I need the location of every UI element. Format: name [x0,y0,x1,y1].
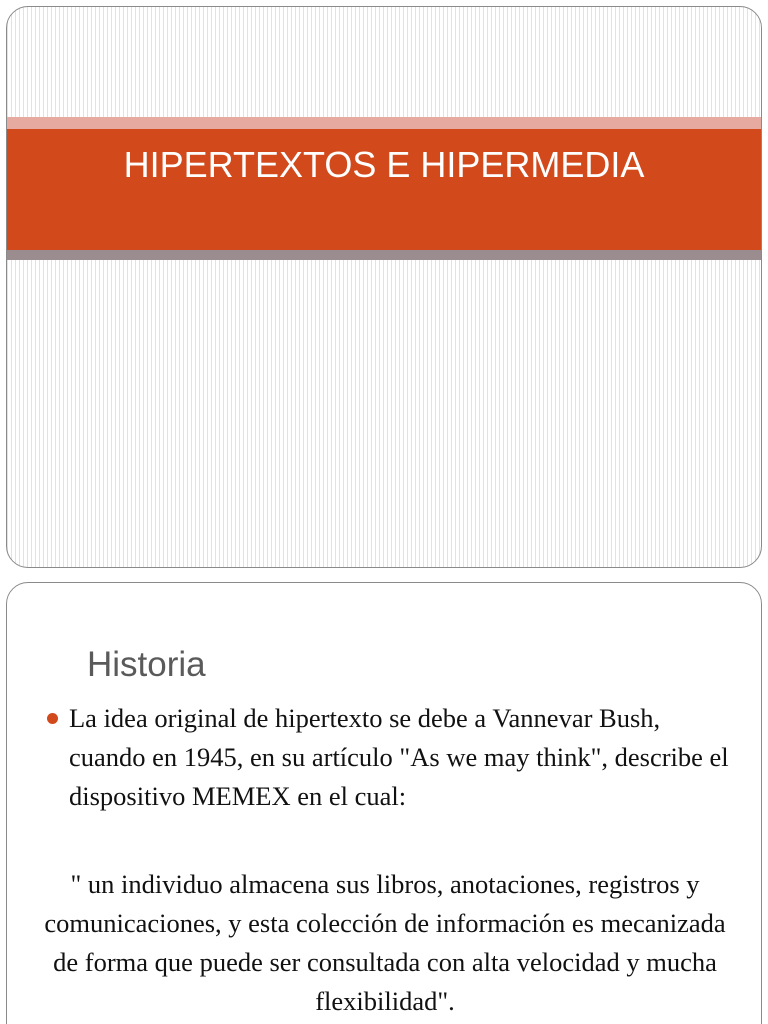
history-slide [6,582,762,1024]
bullet-item [47,699,737,816]
bullet-dot-icon [47,713,58,724]
title-top-band [7,117,761,129]
title-slide [6,6,762,568]
quote-text: " un individuo almacena sus libros, anotaciones, registros y comunicaciones, y esta colección de información es mecanizada de forma que puede ser consultada con alta velocidad y mucha flexibilidad". [44,869,726,1016]
section-heading: Historia [87,645,206,684]
title-bottom-band [7,250,761,260]
bullet-text: La idea original de hipertexto se debe a Vannevar Bush, cuando en 1945, en su artículo "As we may think", describe el dispositivo MEMEX en el cual: [69,703,729,811]
slide-title: HIPERTEXTOS E HIPERMEDIA [123,144,645,185]
